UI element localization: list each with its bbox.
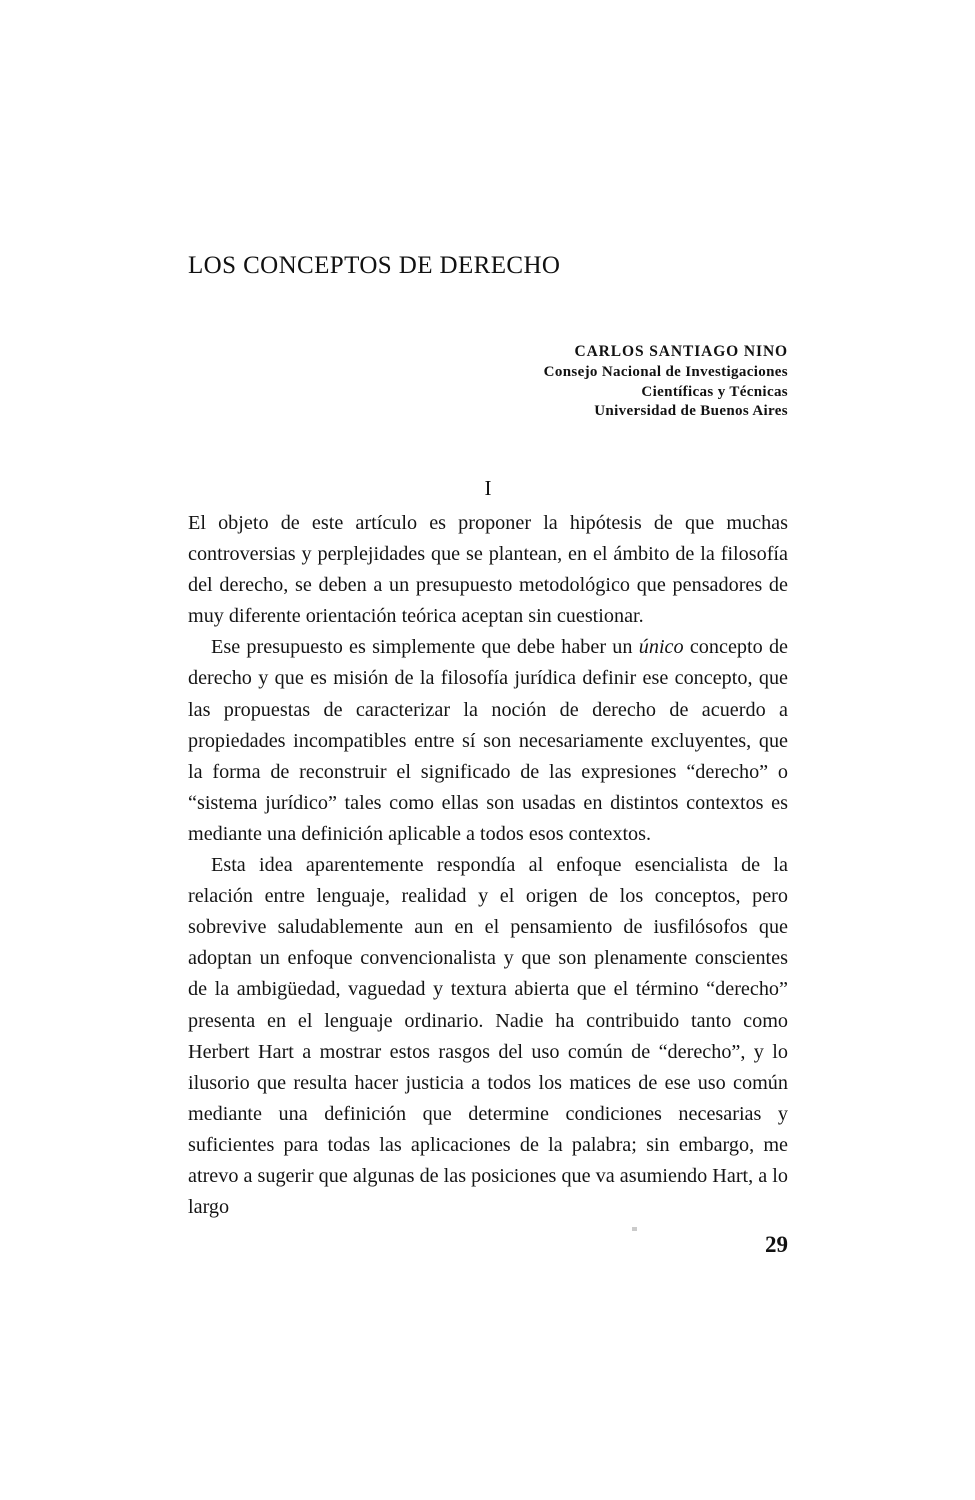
author-block [188, 342, 788, 422]
paragraph-2-segment-1: Ese presupuesto es simplemente que debe haber un [211, 636, 639, 659]
paragraph-2 [188, 632, 788, 850]
affiliation-line-2: Científicas y Técnicas [641, 383, 788, 400]
scan-artifact-speck [632, 1227, 637, 1231]
body-text [188, 508, 788, 1223]
emphasis-unico: único [638, 636, 684, 659]
page-number: 29 [765, 1232, 788, 1257]
paragraph-1: El objeto de este artículo es proponer la hipótesis de que muchas controversias y perplejidades que se plantean, en el ámbito de la filosofía del derecho, se deben a un presupuesto metodológico que pensadores de muy diferente orientación teórica aceptan sin cuestionar. [188, 512, 788, 628]
section-numeral: I [484, 476, 492, 500]
affiliation-line-1: Consejo Nacional de Investigaciones [543, 363, 788, 380]
page-title: LOS CONCEPTOS DE DERECHO [188, 252, 561, 279]
paragraph-3: Esta idea aparentemente respondía al enfoque esencialista de la relación entre lenguaje, realidad y el origen de los conceptos, pero sobrevive saludablemente aun en el pensamiento de iusfilósofos que adoptan un enfoque convencionalista y que son plenamente conscientes de la ambigüedad, vaguedad y textura abierta que el término “derecho” presenta en el lenguaje ordinario. Nadie ha contribuido tanto como Herbert Hart a mostrar estos rasgos del uso común de “derecho”, y lo ilusorio que resulta hacer justicia a todos los matices de ese uso común mediante una definición que determine condiciones necesarias y suficientes para todas las aplicaciones de la palabra; sin embargo, me atrevo a sugerir que algunas de las posiciones que va asumiendo Hart, a lo largo [188, 854, 788, 1219]
affiliation-line-3: Universidad de Buenos Aires [594, 403, 788, 420]
author-name: CARLOS SANTIAGO NINO [574, 343, 788, 360]
paragraph-2-segment-2: concepto de derecho y que es misión de la filosofía jurídica definir ese concepto, que las propuestas de caracterizar la noción de derecho de acuerdo a propiedades incompatibles entre sí son necesariamente excluyentes, que la forma de reconstruir el significado de las expresiones “derecho” o “sistema jurídico” tales como ellas son usadas en distintos contextos es mediante una definición aplicable a todos esos contextos. [188, 636, 789, 845]
